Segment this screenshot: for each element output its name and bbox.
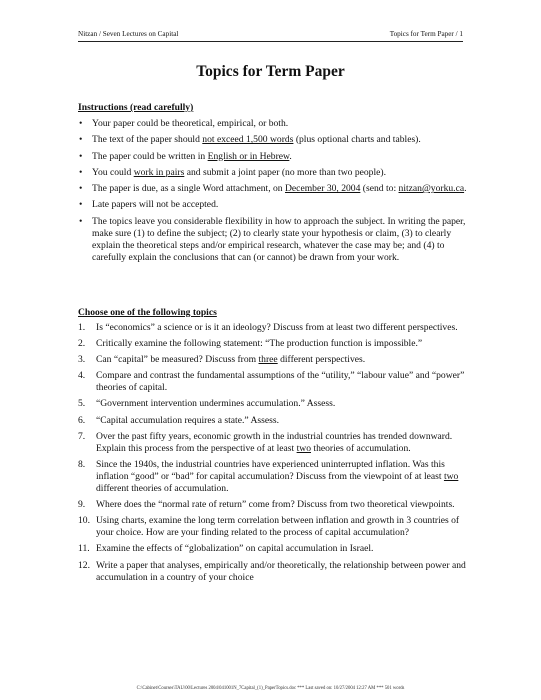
item-text: Compare and contrast the fundamental assumptions of the “utility,” “labour value” and “power” theories of capital. <box>96 370 465 394</box>
topic-item <box>78 338 470 350</box>
item-text: Since the 1940s, the industrial countries have experienced uninterrupted inflation. Was this inflation “good” or “bad” for capital accumulation? Discuss from the viewpoint of at least <box>96 458 445 482</box>
header-rule <box>78 41 463 42</box>
topic-item <box>78 398 470 410</box>
item-text: The paper is due, as a single Word attachment, on <box>92 183 285 195</box>
item-text: “Capital accumulation requires a state.” Assess. <box>96 414 280 426</box>
topics-heading: Choose one of the following topics <box>78 307 217 318</box>
item-text: and submit a joint paper (no more than two people). <box>184 166 386 178</box>
email-link[interactable]: nitzan@yorku.ca <box>398 183 465 195</box>
topic-number: 10. <box>78 515 90 527</box>
instruction-item <box>78 167 468 179</box>
topic-item <box>78 370 470 394</box>
item-text: (plus optional charts and tables). <box>293 134 421 146</box>
instruction-item <box>78 199 468 211</box>
topic-number: 11. <box>78 543 90 555</box>
topic-number: 1. <box>78 322 86 333</box>
item-text: The paper could be written in <box>92 150 208 162</box>
page-footer: C:\Cabinet\Courses\TAU\00\Lectures 2004\041001N_7Capital_(1)_PaperTopics.doc *** Last saved on: 10/27/2004 12:27 AM *** 501 words <box>136 686 405 691</box>
item-text: . <box>289 150 292 162</box>
header-right: Topics for Term Paper / 1 <box>389 30 463 38</box>
instruction-item <box>78 216 468 264</box>
topic-number: 12. <box>78 559 90 571</box>
item-text: “Government intervention undermines accumulation.” Assess. <box>96 398 336 410</box>
item-text: The text of the paper should <box>92 134 203 146</box>
topic-item <box>78 322 470 334</box>
emphasis-text: December 30, 2004 <box>285 183 361 195</box>
topic-number: 6. <box>78 414 86 426</box>
emphasis-text: three <box>258 354 278 366</box>
emphasis-text: two <box>296 442 311 454</box>
topic-item <box>78 543 470 555</box>
item-text: Over the past fifty years, economic growth in the industrial countries has trended downward. Explain this process from the perspective of at least <box>96 430 453 454</box>
instruction-item <box>78 151 468 163</box>
bullet-icon: • <box>79 215 83 227</box>
item-text: Your paper could be theoretical, empirical, or both. <box>92 118 289 129</box>
topic-number: 4. <box>78 370 86 382</box>
topic-item <box>78 560 470 584</box>
topic-number: 7. <box>78 430 86 442</box>
item-text: different perspectives. <box>277 354 366 366</box>
topic-number: 3. <box>78 354 86 366</box>
topic-number: 9. <box>78 499 86 511</box>
bullet-icon: • <box>79 166 83 178</box>
instruction-item <box>78 183 468 195</box>
page-title: Topics for Term Paper <box>196 63 345 80</box>
item-text: The topics leave you considerable flexibility in how to approach the subject. In writing the paper, make sure (1) to define the subject; (2) to clearly state your hypothesis or claim, (3) to clearly explain the theoretical steps and/or empirical research, whatever the case may be; and (4) to carefully explain the conclusions that can (or cannot) be drawn from your work. <box>92 215 466 263</box>
bullet-icon: • <box>79 199 83 211</box>
item-text: Can “capital” be measured? Discuss from <box>96 354 259 366</box>
topic-number: 8. <box>78 458 86 470</box>
emphasis-text: English or in Hebrew <box>207 150 290 162</box>
bullet-icon: • <box>79 183 83 195</box>
instructions-heading: Instructions (read carefully) <box>78 102 194 113</box>
bullet-icon: • <box>79 118 83 129</box>
item-text: (send to: <box>360 183 399 195</box>
item-text: Is “economics” a science or is it an ideology? Discuss from at least two different perspectives. <box>96 322 458 333</box>
topic-number: 5. <box>78 398 86 410</box>
emphasis-text: work in pairs <box>133 166 185 178</box>
item-text: Late papers will not be accepted. <box>92 199 219 211</box>
topic-item <box>78 459 470 495</box>
instructions-list <box>78 118 468 268</box>
item-text: You could <box>92 166 134 178</box>
bullet-icon: • <box>79 150 83 162</box>
topic-item <box>78 499 470 511</box>
item-text: different theories of accumulation. <box>96 483 229 495</box>
topic-number: 2. <box>78 338 86 350</box>
item-text: . <box>464 183 467 195</box>
item-text: Using charts, examine the long term correlation between inflation and growth in 3 countries of your choice. How are your finding related to the process of capital accumulation? <box>96 515 460 539</box>
topic-item <box>78 515 470 539</box>
topic-item <box>78 415 470 427</box>
topics-list <box>78 322 470 588</box>
item-text: Examine the effects of “globalization” on capital accumulation in Israel. <box>96 543 374 555</box>
bullet-icon: • <box>79 134 83 146</box>
emphasis-text: not exceed 1,500 words <box>202 134 294 146</box>
instruction-item <box>78 134 468 146</box>
topic-item <box>78 431 470 455</box>
item-text: Where does the “normal rate of return” come from? Discuss from two theoretical viewpoints. <box>96 499 455 511</box>
item-text: Critically examine the following statement: “The production function is impossible.” <box>96 338 423 350</box>
topic-item <box>78 354 470 366</box>
header-left: Nitzan / Seven Lectures on Capital <box>78 30 179 38</box>
emphasis-text: two <box>443 470 459 482</box>
item-text: Write a paper that analyses, empirically and/or theoretically, the relationship between power and accumulation in a country of your choice <box>96 559 466 583</box>
instruction-item <box>78 118 468 130</box>
item-text: theories of accumulation. <box>311 442 411 454</box>
